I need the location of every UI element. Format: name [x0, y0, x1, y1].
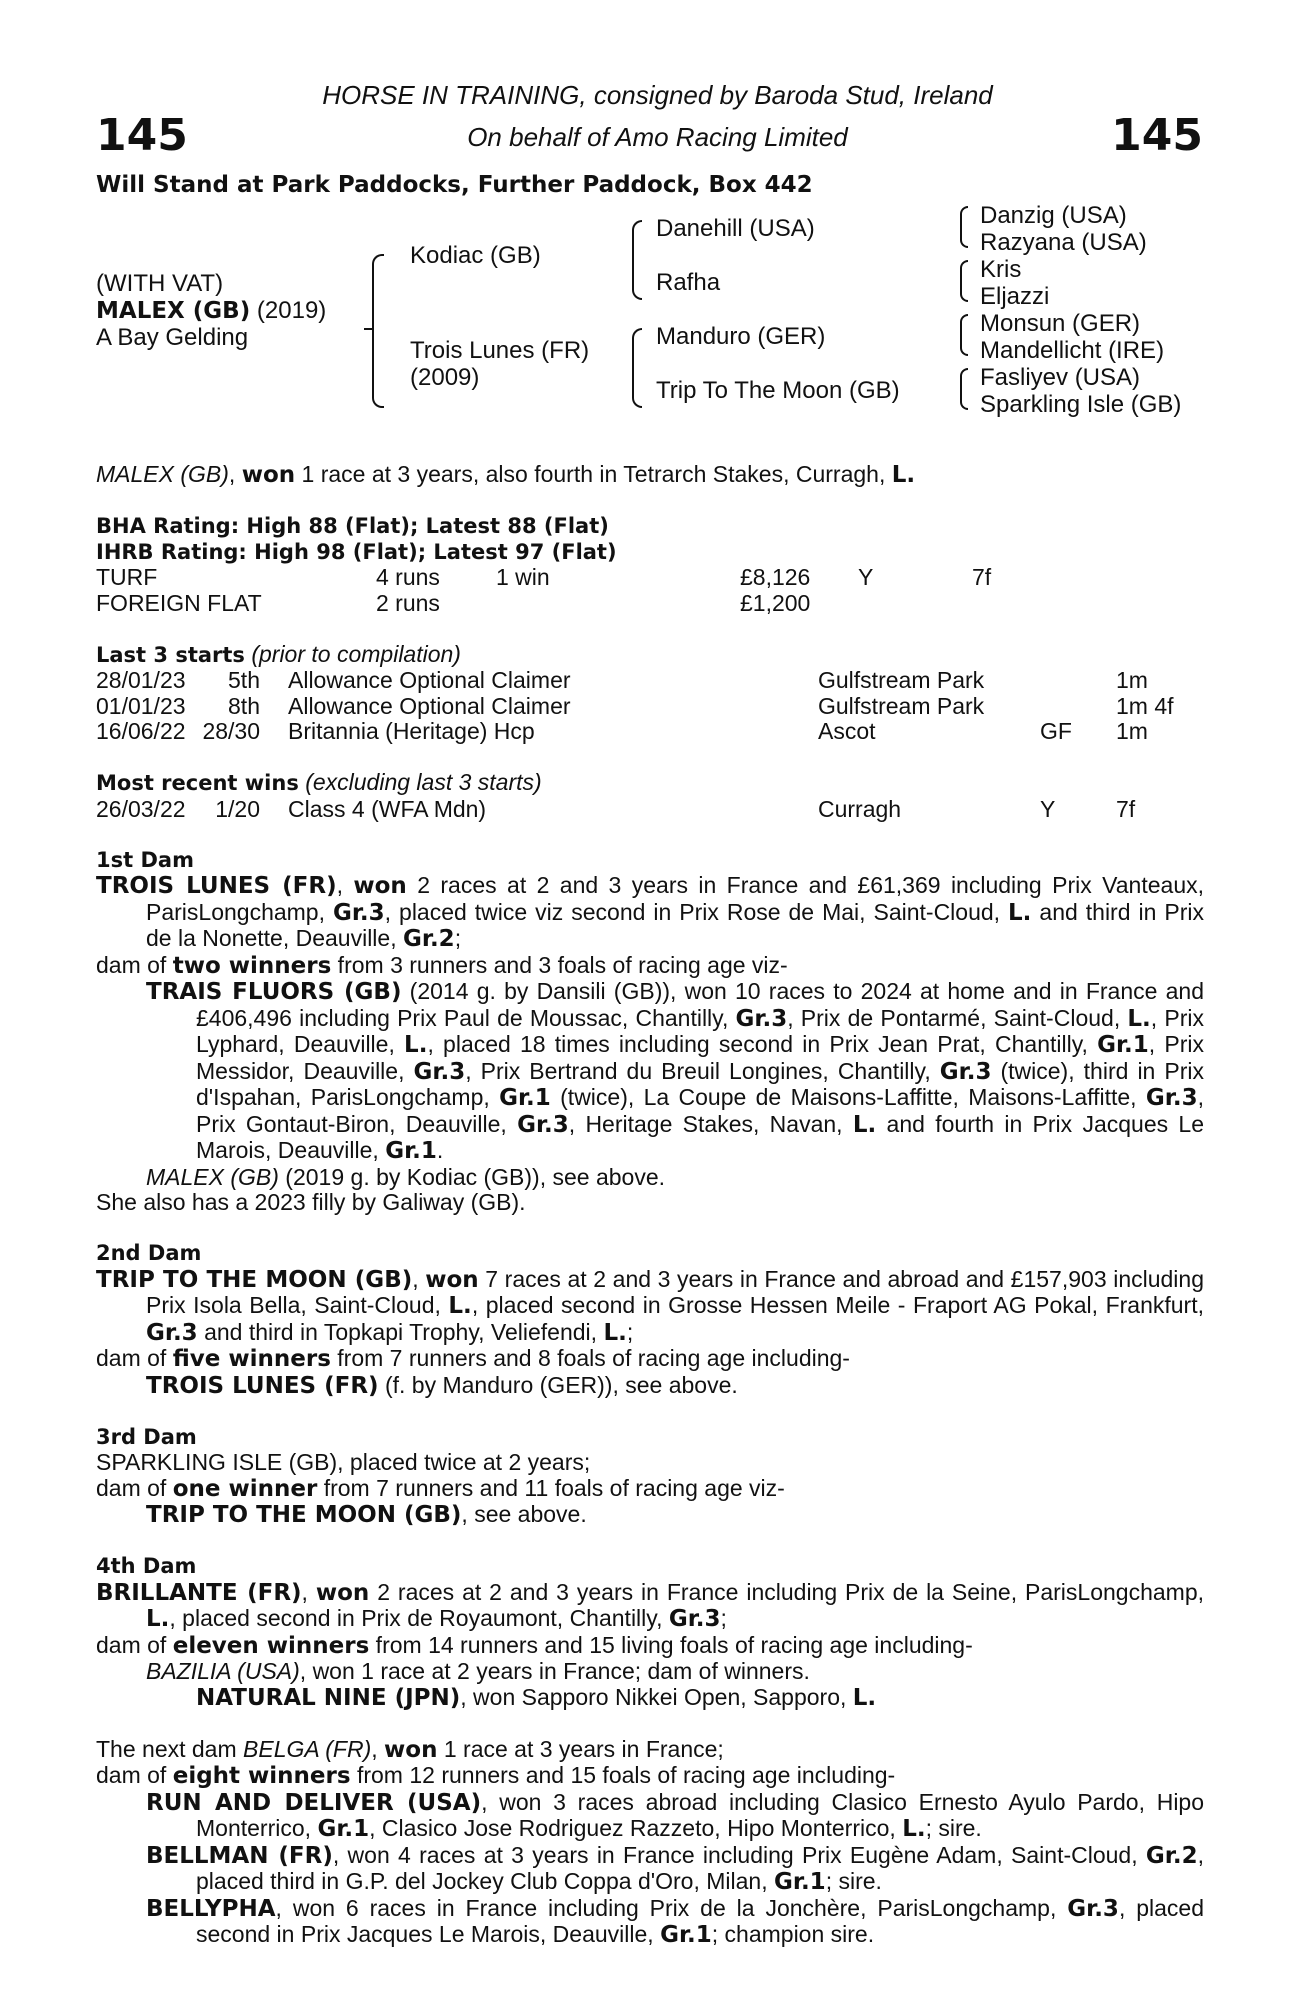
dam-of-text: dam of	[96, 1631, 173, 1658]
dam-of-text: from 3 runners and 3 foals of racing age viz-	[331, 951, 788, 978]
grade: Gr.1	[385, 1138, 437, 1164]
produce-name: TRIP TO THE MOON (GB)	[146, 1502, 462, 1528]
dam2-text: 7 races at 2 and 3 years in France and abroad and £157,903 including Prix Isola Bella, Saint-Cloud,	[146, 1265, 1204, 1318]
bha-rating: BHA Rating: High 88 (Flat); Latest 88 (Flat)	[96, 514, 609, 538]
rating-runs: 4 runs	[376, 564, 440, 590]
horse-vat: (WITH VAT)	[96, 270, 224, 297]
dam2-name: TRIP TO THE MOON (GB)	[96, 1266, 413, 1293]
catalogue-body	[96, 462, 1204, 1949]
lot-number-right: 145	[1111, 110, 1203, 161]
horse-title	[96, 297, 326, 325]
start-race: Allowance Optional Claimer	[288, 692, 571, 719]
produce-text: , Prix de Pontarmé, Saint-Cloud,	[787, 1004, 1128, 1031]
grade: Gr.3	[668, 1606, 721, 1632]
pedigree-g1: Danzig (USA)	[980, 202, 1127, 229]
grade: L.	[1008, 899, 1032, 926]
start-going: GF	[1040, 718, 1072, 744]
win-pos: 1/20	[215, 795, 260, 822]
dam2-text: , placed second in Grosse Hessen Meile - Fraport AG Pokal, Frankfurt,	[471, 1292, 1204, 1318]
pedigree-g8: Sparkling Isle (GB)	[980, 391, 1182, 418]
dam4-produce-1	[96, 1659, 1204, 1685]
dam-of-text: dam of	[96, 1345, 173, 1371]
dam4-record: BRILLANTE (FR), won 2 races at 2 and 3 years in France including Prix de la Seine, ParisLongchamp, L., placed second in Prix de Royaumont, Chantilly, Gr.3;	[96, 1578, 1205, 1632]
dam4-title: 4th Dam	[96, 1554, 197, 1578]
recent-wins-heading	[96, 770, 1204, 797]
pedigree-dam-sire: Manduro (GER)	[656, 323, 826, 350]
next-dam-produce-intro	[96, 1763, 1204, 1790]
rating-prize: £1,200	[740, 589, 811, 616]
dam-of-text: from 7 runners and 11 foals of racing age viz-	[317, 1474, 785, 1501]
produce-text: (f. by Manduro (GER)), see above.	[378, 1371, 738, 1398]
produce-name: MALEX (GB)	[146, 1163, 279, 1190]
pedigree-dam-year: (2009)	[410, 364, 480, 391]
grade: L.	[448, 1293, 472, 1319]
winners-count: two winners	[172, 952, 332, 979]
pedigree-brace-main-tip	[364, 328, 372, 330]
grade: Gr.2	[1145, 1842, 1198, 1869]
start-date: 01/01/23	[96, 692, 186, 719]
produce-text: (twice), La Coupe de Maisons-Laffitte, Maisons-Laffitte,	[550, 1084, 1146, 1110]
rating-type: TURF	[96, 564, 158, 590]
pedigree-g2: Razyana (USA)	[980, 229, 1147, 256]
rating-type: FOREIGN FLAT	[96, 589, 262, 616]
grade: Gr.3	[939, 1058, 992, 1085]
pedigree-g5: Monsun (GER)	[980, 310, 1141, 337]
win-going: Y	[1040, 795, 1056, 822]
pedigree-brace-g3	[960, 314, 968, 356]
win-dist: 7f	[1116, 795, 1136, 822]
produce-name: BELLMAN (FR)	[146, 1842, 333, 1869]
next-dam-produce-1	[96, 1790, 1204, 1843]
dam1-record: TROIS LUNES (FR), won 2 races at 2 and 3 years in France and £61,369 including Prix Vanteaux, ParisLongchamp, Gr.3, placed twice viz second in Prix Rose de Mai, Saint-Cloud, L. and third in Prix de la Nonette, Deauville, Gr.2;	[96, 872, 1204, 952]
produce-text: , Heritage Stakes, Navan,	[568, 1110, 853, 1137]
horse-description: A Bay Gelding	[96, 324, 249, 351]
pedigree-dam-dam: Trip To The Moon (GB)	[656, 377, 900, 404]
summary-grade: L.	[891, 462, 916, 488]
start-pos: 5th	[228, 667, 260, 693]
winners-count: eight winners	[172, 1763, 351, 1789]
recent-wins-title: Most recent wins	[96, 771, 299, 795]
produce-name: NATURAL NINE (JPN)	[196, 1684, 461, 1711]
stand-location: Will Stand at Park Paddocks, Further Paddock, Box 442	[96, 172, 813, 198]
pedigree-g7: Fasliyev (USA)	[980, 364, 1141, 391]
last-starts-heading	[96, 642, 1204, 669]
summary-horse-name: MALEX (GB)	[96, 461, 229, 487]
produce-name: BELLYPHA	[146, 1895, 276, 1922]
grade: L.	[852, 1111, 877, 1138]
rating-dist: 7f	[972, 564, 992, 590]
dam1-text: ;	[454, 925, 462, 951]
grade: Gr.3	[1067, 1895, 1119, 1922]
produce-text: , Clasico Jose Rodriguez Razzeto, Hipo Monterrico,	[369, 1815, 903, 1841]
dam2-title: 2nd Dam	[96, 1241, 202, 1265]
dam2-text: ;	[626, 1318, 634, 1345]
grade: L.	[404, 1032, 428, 1058]
produce-text: , placed third in G.P. del Jockey Club Coppa d'Oro, Milan,	[196, 1841, 1204, 1894]
dam1-text: , placed twice viz second in Prix Rose de Mai, Saint-Cloud,	[384, 898, 1009, 925]
dam4-produce-intro	[96, 1633, 1204, 1660]
pedigree-brace-sire	[632, 220, 642, 300]
produce-text: (2019 g. by Kodiac (GB)), see above.	[278, 1163, 666, 1190]
grade: Gr.1	[660, 1922, 712, 1948]
dam-of-text: dam of	[96, 1474, 173, 1501]
dam-of-text: from 14 runners and 15 living foals of racing age including-	[369, 1631, 973, 1658]
pedigree-sire-sire: Danehill (USA)	[656, 215, 815, 242]
produce-text: .	[436, 1137, 444, 1163]
grade: Gr.2	[403, 926, 455, 952]
dam1-name: TROIS LUNES (FR)	[96, 873, 337, 899]
win-date: 26/03/22	[96, 795, 186, 822]
next-dam-record	[96, 1737, 1204, 1764]
grade: Gr.1	[774, 1869, 826, 1895]
dam1-won: won	[353, 873, 407, 899]
start-row	[96, 668, 1204, 694]
start-row	[96, 694, 1204, 720]
produce-text: , placed second in Prix Jacques Le Marois, Deauville,	[196, 1894, 1204, 1947]
header-behalf: On behalf of Amo Racing Limited	[467, 122, 848, 152]
grade: Gr.3	[517, 1111, 569, 1138]
dam2-produce-intro	[96, 1346, 1204, 1373]
start-course: Gulfstream Park	[818, 692, 985, 719]
dam-of-text: from 12 runners and 15 foals of racing age including-	[350, 1762, 896, 1788]
dam4-name: BRILLANTE (FR)	[96, 1579, 302, 1606]
grade: Gr.1	[499, 1085, 551, 1111]
ihrb-rating: IHRB Rating: High 98 (Flat); Latest 97 (Flat)	[96, 539, 617, 564]
produce-text: , won 1 race at 2 years in France; dam of winners.	[299, 1658, 810, 1684]
grade: Gr.3	[735, 1005, 788, 1032]
produce-text: (twice), third in Prix d'Ispahan, ParisLongchamp,	[196, 1057, 1204, 1110]
dam4-text: 2 races at 2 and 3 years in France including Prix de la Seine, ParisLongchamp,	[369, 1578, 1205, 1605]
start-date: 16/06/22	[96, 718, 186, 744]
dam4-text: ;	[720, 1605, 727, 1631]
dam1-text: 2 races at 2 and 3 years in France and £61,369 including Prix Vanteaux, ParisLongchamp,	[146, 872, 1204, 925]
dam1-also: She also has a 2023 filly by Galiway (GB).	[96, 1189, 526, 1215]
dam2-produce-1	[96, 1373, 1204, 1400]
dam2-won: won	[425, 1266, 479, 1293]
start-race: Allowance Optional Claimer	[288, 667, 571, 693]
dam3-produce-intro	[96, 1476, 1204, 1503]
rating-runs: 2 runs	[376, 589, 440, 616]
rating-wins: 1 win	[496, 564, 550, 590]
grade: Gr.3	[1145, 1085, 1198, 1111]
dam4-text: , placed second in Prix de Royaumont, Chantilly,	[169, 1605, 669, 1631]
dam3-produce-1	[96, 1502, 1204, 1529]
produce-name: BAZILIA (USA)	[146, 1658, 300, 1684]
last-starts-title: Last 3 starts	[96, 642, 245, 667]
pedigree-g6: Mandellicht (IRE)	[980, 337, 1165, 364]
summary-line: MALEX (GB), won 1 race at 3 years, also fourth in Tetrarch Stakes, Curragh, L.	[96, 461, 916, 488]
pedigree-g3: Kris	[980, 256, 1022, 283]
grade: L.	[852, 1684, 877, 1711]
produce-text: , won 4 races at 3 years in France including Prix Eugène Adam, Saint-Cloud,	[332, 1841, 1146, 1868]
produce-text: , Prix Gontaut-Biron, Deauville,	[196, 1084, 1204, 1137]
start-dist: 1m	[1116, 718, 1148, 744]
start-date: 28/01/23	[96, 667, 186, 693]
grade: L.	[146, 1606, 170, 1632]
win-course: Curragh	[818, 795, 902, 822]
next-dam-text: ,	[371, 1735, 385, 1762]
winners-count: one winner	[172, 1475, 318, 1502]
start-dist: 1m	[1116, 667, 1148, 693]
dam-of-text: dam of	[96, 1762, 173, 1788]
next-dam-produce-3	[96, 1896, 1204, 1949]
produce-text: ; sire.	[825, 1868, 882, 1894]
dam3-record: SPARKLING ISLE (GB), placed twice at 2 years;	[96, 1449, 591, 1475]
dam1-title: 1st Dam	[96, 847, 194, 872]
pedigree-dam: Trois Lunes (FR)	[410, 337, 590, 364]
produce-text: ; champion sire.	[711, 1921, 875, 1947]
grade: Gr.3	[332, 899, 385, 926]
produce-text: , won Sapporo Nikkei Open, Sapporo,	[460, 1683, 853, 1710]
next-dam-name: BELGA (FR)	[243, 1735, 372, 1762]
start-pos: 28/30	[202, 718, 260, 744]
dam1-produce-intro	[96, 953, 1204, 980]
produce-name: TRAIS FLUORS (GB)	[146, 979, 402, 1005]
next-dam-produce-2	[96, 1843, 1204, 1896]
dam4-produce-2	[96, 1685, 1204, 1712]
grade: L.	[902, 1816, 926, 1842]
rating-row-foreign	[96, 591, 1204, 617]
rating-row-turf	[96, 565, 1204, 591]
winners-count: five winners	[172, 1346, 331, 1372]
grade: L.	[1127, 1005, 1151, 1032]
produce-text: ; sire.	[925, 1815, 982, 1841]
dam4-won: won	[315, 1579, 370, 1606]
pedigree-g4: Eljazzi	[980, 283, 1050, 310]
produce-text: and fourth in Prix Jacques Le Marois, Deauville,	[196, 1110, 1204, 1163]
produce-text: , Prix Lyphard, Deauville,	[196, 1004, 1204, 1057]
pedigree-sire-dam: Rafha	[656, 269, 721, 296]
win-row	[96, 797, 1204, 823]
produce-name: TROIS LUNES (FR)	[146, 1372, 379, 1399]
dam3-title: 3rd Dam	[96, 1424, 197, 1449]
grade: Gr.1	[1097, 1032, 1149, 1058]
start-pos: 8th	[228, 692, 260, 719]
grade: Gr.1	[317, 1816, 370, 1842]
horse-name: MALEX (GB)	[96, 298, 251, 324]
horse-year: (2019)	[256, 297, 327, 324]
header-consignor: HORSE IN TRAINING, consigned by Baroda Stud, Ireland	[322, 80, 993, 110]
pedigree-brace-main	[372, 254, 384, 408]
produce-text: , placed 18 times including second in Prix Jean Prat, Chantilly,	[427, 1031, 1098, 1057]
next-dam-text: 1 race at 3 years in France;	[437, 1735, 724, 1762]
grade: Gr.3	[413, 1058, 466, 1085]
dam1-text: and third in Prix de la Nonette, Deauville,	[146, 898, 1204, 951]
start-race: Britannia (Heritage) Hcp	[288, 718, 535, 744]
next-dam-won: won	[384, 1736, 438, 1763]
produce-text: (2014 g. by Dansili (GB)), won 10 races to 2024 at home and in France and £406,496 including Prix Paul de Moussac, Chantilly,	[196, 978, 1204, 1031]
grade: L.	[603, 1319, 627, 1346]
start-dist: 1m 4f	[1116, 692, 1174, 719]
grade: Gr.3	[146, 1319, 198, 1346]
dam2-text: and third in Topkapi Trophy, Veliefendi,	[197, 1318, 604, 1345]
start-row	[96, 719, 1204, 745]
pedigree-brace-g4	[960, 368, 968, 410]
recent-wins-note: (excluding last 3 starts)	[305, 769, 542, 795]
rating-prize: £8,126	[740, 564, 811, 590]
produce-text: , won 3 races abroad including Clasico Ernesto Ayulo Pardo, Hipo Monterrico,	[196, 1788, 1205, 1841]
summary-won: won	[241, 462, 296, 488]
win-race: Class 4 (WFA Mdn)	[288, 795, 487, 822]
pedigree-brace-dam	[632, 328, 642, 408]
lot-number-left: 145	[96, 110, 188, 161]
dam1-produce-2	[96, 1165, 1204, 1191]
last-starts-note: (prior to compilation)	[251, 640, 461, 667]
start-course: Ascot	[818, 718, 876, 744]
produce-text: , won 6 races in France including Prix de la Jonchère, ParisLongchamp,	[275, 1894, 1068, 1921]
pedigree-brace-g2	[960, 260, 968, 302]
produce-text: , Prix Bertrand du Breuil Longines, Chantilly,	[465, 1057, 940, 1084]
produce-name: RUN AND DELIVER (USA)	[146, 1789, 482, 1816]
produce-text: , see above.	[461, 1501, 587, 1527]
rating-going: Y	[858, 564, 874, 590]
pedigree-sire: Kodiac (GB)	[410, 242, 541, 269]
produce-text: , Prix Messidor, Deauville,	[196, 1031, 1204, 1084]
dam1-produce-1	[96, 979, 1204, 1165]
next-dam-text: The next dam	[96, 1735, 244, 1762]
start-course: Gulfstream Park	[818, 667, 985, 693]
dam-of-text: dam of	[96, 951, 173, 978]
winners-count: eleven winners	[172, 1632, 370, 1659]
dam2-record: TRIP TO THE MOON (GB), won 7 races at 2 and 3 years in France and abroad and £157,903 including Prix Isola Bella, Saint-Cloud, L., placed second in Grosse Hessen Meile - Fraport AG Pokal, Frankfurt, Gr.3 and third in Topkapi Trophy, Veliefendi, L.;	[96, 1265, 1204, 1346]
pedigree-brace-g1	[960, 206, 968, 248]
summary-text: 1 race at 3 years, also fourth in Tetrarch Stakes, Curragh,	[295, 461, 892, 487]
dam-of-text: from 7 runners and 8 foals of racing age including-	[330, 1345, 850, 1371]
